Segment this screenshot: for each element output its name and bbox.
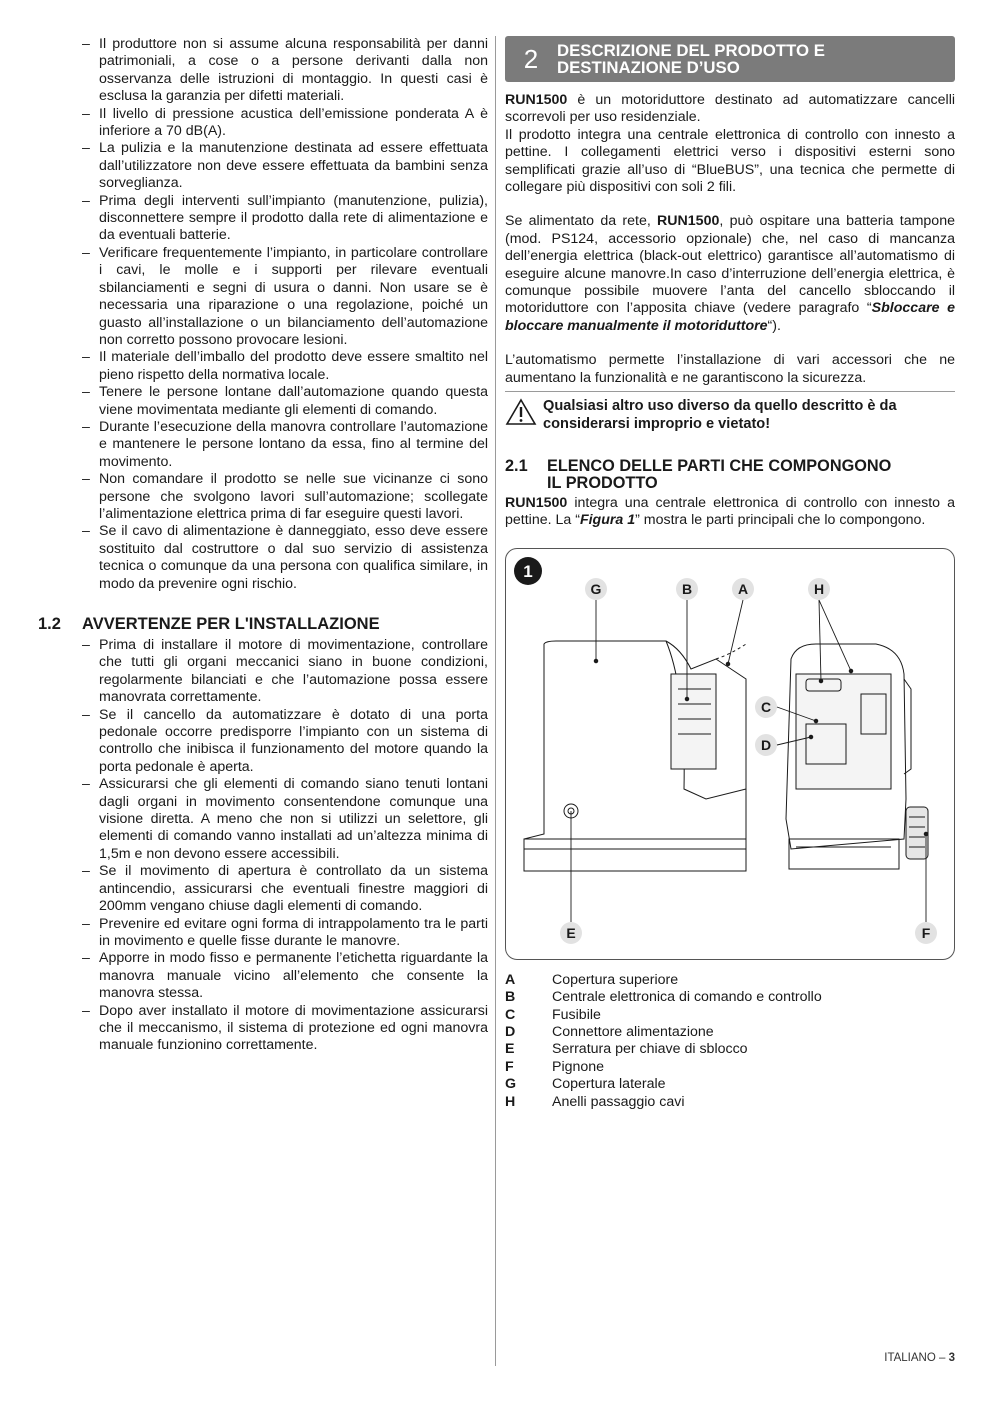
list-item: – Prima di installare il motore di movimentazione, controllare che tutti gli organi meccanici siano in buone condizioni, regolarmente bilanciati e che l’automazione possa essere manovrata correttamente. [82, 637, 488, 707]
chapter-title [557, 42, 825, 76]
right-column [505, 36, 955, 1111]
list-item: – Assicurarsi che gli elementi di comando siano tenuti lontani dagli organi in movimento consentendone comunque una visione diretta. A meno che non si utilizzi un selettore, gli elementi di comando vanno installati ad un’altezza minima di 1,5m e non devono essere accessibili. [82, 776, 488, 863]
label-b: B [681, 580, 693, 597]
paragraph-text: , può ospitare una batteria tampone (mod. PS124, accessorio opzionale) che, nel caso di mancanza dell’energia elettrica (black-out elettrico) garantisce all’automatismo di eseguire alcune manovre.In caso d’interruzione dell’energia elettrica, è comunque possibile muovere l’anta del cancello sbloccando il motoriduttore con l’apposita chiave (vedere paragrafo “ [505, 213, 955, 317]
legend-text: Centrale elettronica di comando e controllo [552, 989, 822, 1006]
figure-1 [505, 548, 955, 960]
parts-legend [505, 972, 955, 1111]
section-number: 1.2 [38, 615, 61, 633]
legend-key: B [505, 989, 516, 1006]
section-title-line2: IL PRODOTTO [547, 473, 658, 492]
legend-item [505, 1094, 955, 1111]
page-number: 3 [948, 1352, 955, 1364]
legend-item [505, 1076, 955, 1093]
list-item: – Apporre in modo fisso e permanente l’etichetta riguardante la manovra manuale vicino all’elemento che consente la manovra stessa. [82, 950, 488, 1002]
label-d: D [760, 736, 772, 753]
chapter-number: 2 [523, 43, 539, 74]
legend-text: Pignone [552, 1058, 605, 1075]
legend-key: D [505, 1023, 516, 1040]
section-title: AVVERTENZE PER L'INSTALLAZIONE [82, 615, 380, 633]
motor-front-view [786, 644, 928, 869]
section-title-line1: ELENCO DELLE PARTI CHE COMPONGONO [547, 456, 892, 475]
label-e: E [566, 924, 576, 941]
label-a: A [737, 580, 749, 597]
legend-key: E [505, 1041, 515, 1058]
legend-text: Copertura laterale [552, 1076, 666, 1093]
list-item: – Verificare frequentemente l’impianto, in particolare controllare i cavi, le molle e i supporti per rilevare eventuali sbilanciamenti e segni di usura o danni. Non usare se è necessaria una riparazione o una regolazione, poiché un guasto all’installazione o un bilanciamento dell’automazione non corretto possono provocare lesioni. [82, 245, 488, 349]
column-divider [495, 36, 496, 1366]
legend-item [505, 1007, 955, 1024]
section-heading-2-1 [505, 458, 955, 492]
left-column [38, 36, 488, 1055]
legend-key: A [505, 971, 516, 988]
product-name: RUN1500 [505, 494, 568, 511]
list-item: – Prevenire ed evitare ogni forma di intrappolamento tra le parti in movimento e quelle fisse durante le manovre. [82, 916, 488, 951]
legend-item [505, 1041, 955, 1058]
list-item: – Durante l’esecuzione della manovra controllare l’automazione e mantenere le persone lontano da essa, fino al termine del movimento. [82, 419, 488, 471]
warning-text: Qualsiasi altro uso diverso da quello descritto è da considerarsi improprio e vietato! [543, 398, 897, 432]
installation-list [82, 637, 488, 1055]
safety-list [82, 36, 488, 593]
page-footer [884, 1352, 955, 1364]
figure-reference: Figura 1 [579, 512, 636, 529]
legend-text: Fusibile [552, 1006, 601, 1023]
motor-side-view [524, 641, 746, 871]
product-name: RUN1500 [657, 213, 720, 230]
product-name: RUN1500 [505, 92, 568, 108]
label-h: H [813, 580, 825, 597]
list-item: – Il produttore non si assume alcuna responsabilità per danni patrimoniali, a cose o a persone derivanti dalla non osservanza delle istruzioni di montaggio. In questi casi è esclusa la garanzia per difetti materiali. [82, 36, 488, 106]
legend-key: G [505, 1076, 517, 1093]
paragraph-text: ” mostra le parti principali che lo compongono. [635, 512, 926, 529]
legend-text: Serratura per chiave di sblocco [552, 1041, 748, 1058]
list-item: – Se il cancello da automatizzare è dotato di una porta pedonale occorre predisporre l’impianto con un sistema di controllo che inibisca il funzionamento del motore quando la porta pedonale è aperta. [82, 707, 488, 777]
list-item: – Se il movimento di apertura è controllato da un sistema antincendio, assicurarsi che eventuali finestre maggiori di 200mm vengano chiuse dagli elementi di comando. [82, 863, 488, 915]
legend-item [505, 972, 955, 989]
list-item: – Dopo aver installato il motore di movimentazione assicurarsi che il meccanismo, il sistema di protezione ed ogni manovra manuale funzionino correttamente. [82, 1003, 488, 1055]
label-f: F [921, 924, 931, 941]
cross-reference: Sbloccare e bloccare manualmente il motoriduttore [505, 300, 955, 334]
label-g: G [590, 580, 602, 597]
section-heading-1-2 [38, 615, 488, 633]
chapter-title-line1: DESCRIZIONE DEL PRODOTTO E [557, 41, 825, 60]
figure-number: 1 [523, 561, 533, 581]
paragraph-text: Se alimentato da rete, [505, 213, 658, 230]
label-c: C [760, 698, 772, 715]
legend-key: F [505, 1058, 514, 1075]
chapter-banner [505, 36, 955, 82]
legend-text: Anelli passaggio cavi [552, 1093, 685, 1110]
list-item: – La pulizia e la manutenzione destinata ad essere effettuata dall’utilizzatore non deve essere effettuata da bambini senza sorveglianza. [82, 140, 488, 192]
paragraph-text: integra una centrale elettronica di controllo con innesto a pettine. La “ [505, 494, 955, 529]
list-item: – Il materiale dell’imballo del prodotto deve essere smaltito nel pieno rispetto della normativa locale. [82, 349, 488, 384]
legend-item [505, 989, 955, 1006]
legend-text: Connettore alimentazione [552, 1023, 714, 1040]
warning-box [505, 391, 955, 433]
list-item: – Prima degli interventi sull’impianto (manutenzione, pulizia), disconnettere sempre il prodotto dalla rete di alimentazione e da eventuali batterie. [82, 193, 488, 245]
paragraph [505, 495, 955, 530]
list-item: – Se il cavo di alimentazione è danneggiato, esso deve essere sostituito dal costruttore o dal suo servizio di assistenza tecnica o comunque da una persona con qualifica similare, in modo da prevenire ogni rischio. [82, 523, 488, 593]
paragraph-text: è un motoriduttore destinato ad automatizzare cancelli scorrevoli per uso residenziale. [505, 92, 955, 126]
paragraph: Il prodotto integra una centrale elettronica di controllo con innesto a pettine. I collegamenti elettrici verso i dispositivi esterni sono semplificati grazie all’uso di “BlueBUS”, una tecnica che permette di collegare più dispositivi con soli 2 fili. [505, 126, 955, 196]
paragraph [505, 213, 955, 335]
list-item: – Tenere le persone lontane dall’automazione quando questa viene movimentata mediante gli elementi di comando. [82, 384, 488, 419]
legend-key: C [505, 1006, 516, 1023]
paragraph-text: “). [767, 317, 781, 334]
warning-triangle-icon [505, 398, 543, 433]
footer-language: ITALIANO – [884, 1352, 949, 1364]
motor-illustration [506, 549, 954, 959]
paragraph: L’automatismo permette l’installazione di vari accessori che ne aumentano la funzionalità e ne garantiscono la sicurezza. [505, 352, 955, 386]
section-number: 2.1 [505, 456, 528, 475]
legend-text: Copertura superiore [552, 971, 679, 988]
chapter-title-line2: DESTINAZIONE D’USO [557, 58, 740, 77]
section-title [547, 458, 891, 492]
paragraph [505, 92, 955, 127]
legend-item [505, 1059, 955, 1076]
list-item: – Il livello di pressione acustica dell’emissione ponderata A è inferiore a 70 dB(A). [82, 106, 488, 141]
list-item: – Non comandare il prodotto se nelle sue vicinanze ci sono persone che svolgono lavori sull’automazione; scollegate l’alimentazione elettrica prima di far eseguire questi lavori. [82, 471, 488, 523]
legend-key: H [505, 1093, 516, 1110]
legend-item [505, 1024, 955, 1041]
